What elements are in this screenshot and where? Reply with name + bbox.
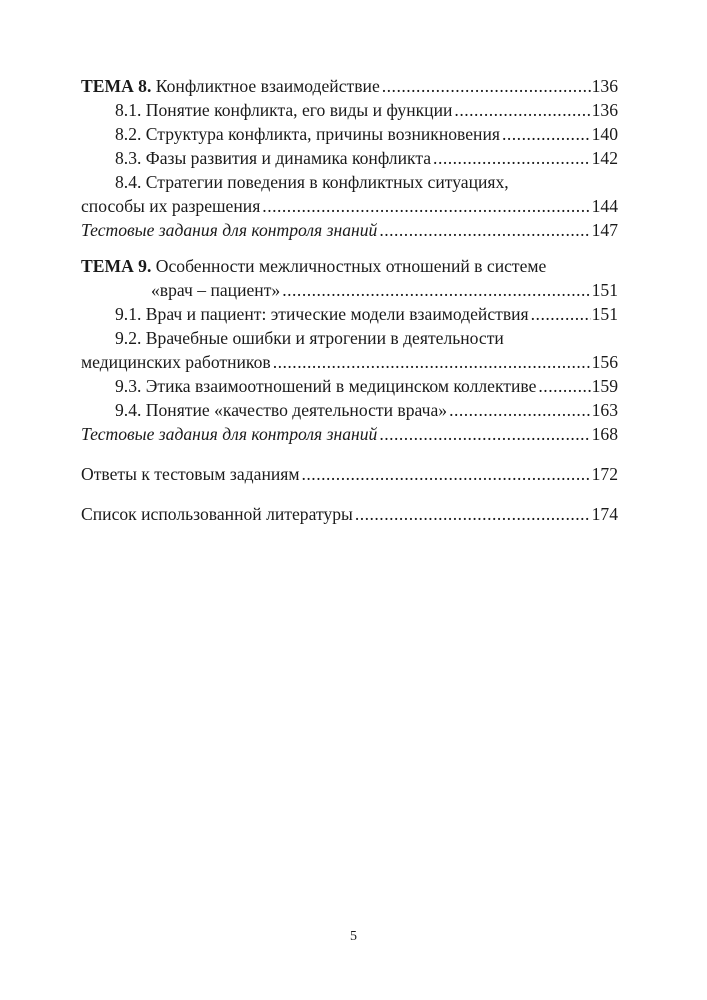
dot-leader [273,350,591,374]
page-ref: 147 [591,220,618,240]
toc-entry-title: 8.4. Стратегии поведения в конфликтных ситуациях, [115,172,509,192]
toc-bibliography[interactable] [81,502,618,526]
toc-entry-title-cont: «врач – пациент» [151,280,281,300]
toc-entry-title: 8.2. Структура конфликта, причины возникновения [115,124,500,144]
toc-entry-title: 9.1. Врач и пациент: этические модели взаимодействия [115,304,529,324]
toc-topic-8[interactable] [81,74,618,98]
page-ref: 172 [591,464,618,484]
topic-number: ТЕМА 8. [81,76,152,96]
dot-leader [379,422,590,446]
page-ref: 151 [591,304,618,324]
dot-leader [262,194,590,218]
page-ref: 174 [591,504,618,524]
page-ref: 136 [591,76,618,96]
dot-leader [502,122,591,146]
toc-item-8-4-line2[interactable] [81,194,618,218]
page-ref: 168 [591,424,618,444]
toc-entry-title: Список использованной литературы [81,504,353,524]
toc-tests-9[interactable] [81,422,618,446]
toc-tests-8[interactable] [81,218,618,242]
dot-leader [454,98,590,122]
dot-leader [382,74,591,98]
table-of-contents [81,74,618,526]
spacer [81,242,618,254]
page-ref: 159 [591,376,618,396]
toc-answers[interactable] [81,462,618,486]
dot-leader [355,502,591,526]
toc-topic-9-line2[interactable] [81,278,618,302]
toc-item-8-4-line1[interactable] [81,170,618,194]
toc-item-9-4[interactable] [81,398,618,422]
topic-number: ТЕМА 9. [81,256,152,276]
toc-entry-title: 8.3. Фазы развития и динамика конфликта [115,148,432,168]
toc-entry-title: 9.2. Врачебные ошибки и ятрогении в деятельности [115,328,504,348]
toc-entry-title: Ответы к тестовым заданиям [81,464,300,484]
toc-entry-title: 8.1. Понятие конфликта, его виды и функции [115,100,453,120]
toc-entry-title-cont: способы их разрешения [81,196,261,216]
toc-entry-title-cont: медицинских работников [81,352,271,372]
dot-leader [531,302,591,326]
topic-title: Конфликтное взаимодействие [151,76,380,96]
toc-item-9-2-line1[interactable] [81,326,618,350]
toc-item-8-2[interactable] [81,122,618,146]
toc-item-9-1[interactable] [81,302,618,326]
page-ref: 140 [591,124,618,144]
toc-entry-title: 9.4. Понятие «качество деятельности врача» [115,400,448,420]
toc-entry-title: Тестовые задания для контроля знаний [81,220,378,240]
page-ref: 163 [591,400,618,420]
page-ref: 136 [591,100,618,120]
toc-item-9-2-line2[interactable] [81,350,618,374]
dot-leader [433,146,591,170]
toc-entry-title [81,74,380,98]
page-ref: 156 [591,352,618,372]
toc-topic-9-line1[interactable] [81,254,618,278]
dot-leader [538,374,590,398]
page-ref: 151 [591,280,618,300]
spacer [81,446,618,462]
toc-entry-title [81,254,546,278]
dot-leader [302,462,591,486]
page-number: 5 [350,929,357,944]
toc-item-8-1[interactable] [81,98,618,122]
spacer [81,486,618,502]
dot-leader [282,278,590,302]
page-ref: 142 [591,148,618,168]
dot-leader [449,398,591,422]
toc-entry-title: 9.3. Этика взаимоотношений в медицинском коллективе [115,376,537,396]
page-ref: 144 [591,196,618,216]
dot-leader [379,218,590,242]
topic-title: Особенности межличностных отношений в системе [151,256,547,276]
toc-item-9-3[interactable] [81,374,618,398]
toc-entry-title: Тестовые задания для контроля знаний [81,424,378,444]
toc-item-8-3[interactable] [81,146,618,170]
